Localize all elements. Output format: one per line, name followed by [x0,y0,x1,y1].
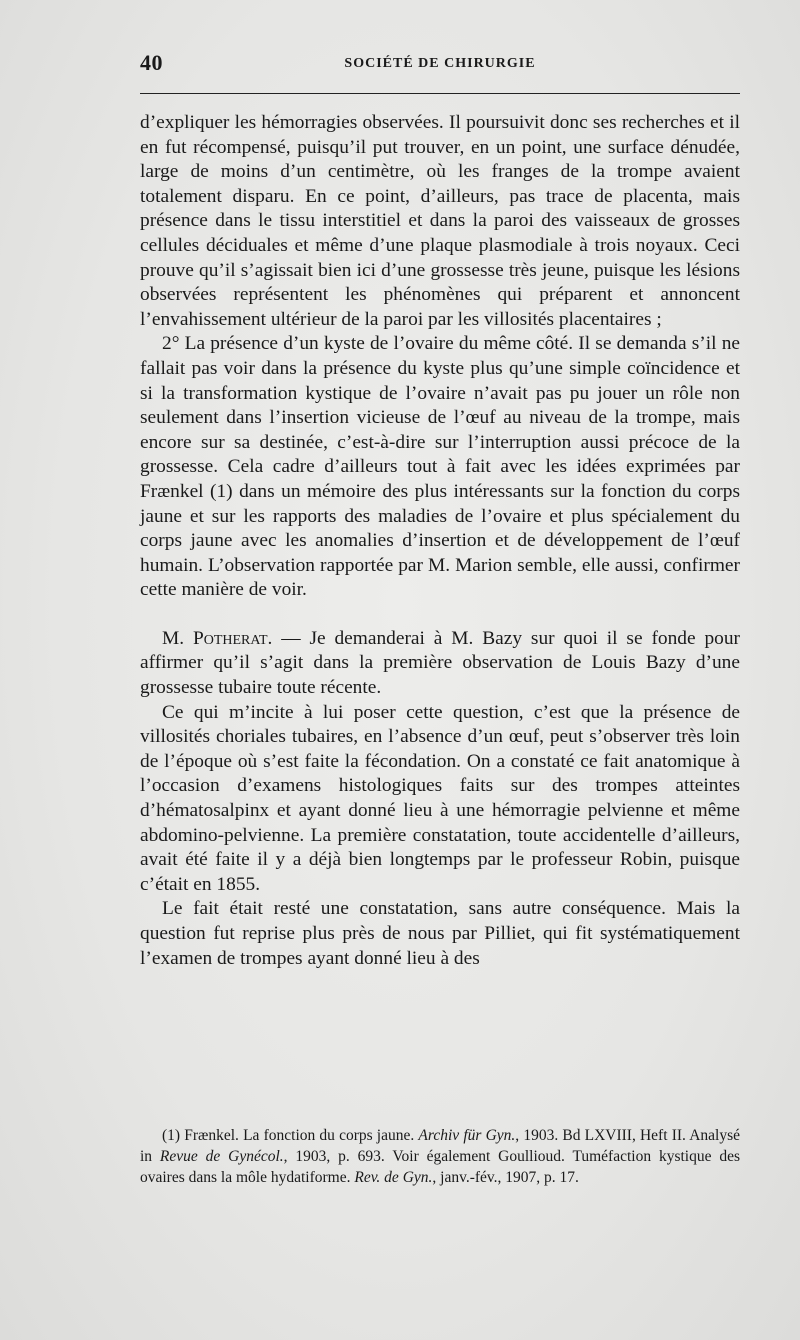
paragraph-5: Le fait était resté une constatation, sans autre conséquence. Mais la question fut reprise plus près de nous par Pilliet, qui fit systématiquement l’examen de trompes ayant donné lieu à des [140,898,740,969]
speech-text: — Je demanderai à M. Bazy sur quoi il se fonde pour affirmer qu’il s’agit dans la première observation de Louis Bazy d’une grossesse tubaire toute récente. [140,627,741,699]
speaker-name: M. Potherat. [162,627,273,649]
paragraph-4: Ce qui m’incite à lui poser cette question, c’est que la présence de villosités choriales tubaires, en l’absence d’un œuf, peut s’observer très loin de l’époque où s’est faite la fécondation. On a constaté ce fait anatomique à l’occasion d’examens histologiques faits sur des trompes atteintes d’hématosalpinx et ayant donné lieu à une hémorragie pelvienne et même abdomino-pelvienne. La première constatation, toute accidentelle d’ailleurs, avait été faite il y a déjà bien longtemps par le professeur Robin, puisque c’était en 1855. [140,701,740,895]
footnote-text: , 1903. Bd LXVIII, Heft II. Analysé in [140,1127,740,1165]
page-header [140,50,740,86]
footnote-text: , janv.-fév., 1907, p. 17. [432,1169,579,1186]
paragraph-1: d’expliquer les hémorragies observées. Il poursuivit donc ses recherches et il en fut récompensé, puisqu’il put trouver, en un point, une surface dénudée, large de moins d’un centimètre, où les franges de la trompe avaient totalement disparu. En ce point, d’ailleurs, pas trace de placenta, mais présence dans le tissu interstitiel et dans la paroi des vaisseaux de grosses cellules déciduales et même d’une plaque plasmodiale à trois noyaux. Ceci prouve qu’il s’agissait bien ici d’une grossesse très jeune, puisque les lésions observées représentent les phénomènes qui préparent et annoncent l’envahissement ultérieur de la paroi par les villosités placentaires ; [140,112,740,330]
header-rule [140,93,740,94]
footnote-journal: Rev. de Gyn. [354,1169,433,1186]
footnote-1 [140,1125,740,1188]
paragraph-2: 2° La présence d’un kyste de l’ovaire du même côté. Il se demanda s’il ne fallait pas voir dans la présence du kyste plus qu’une simple coïncidence et si la transformation kystique de l’ovaire n’avait pas pu jouer un rôle non seulement dans l’insertion vicieuse de l’œuf au niveau de la trompe, mais encore sur sa destinée, c’est-à-dire sur l’interruption aussi précoce de la grossesse. Cela cadre d’ailleurs tout à fait avec les idées exprimées par Frænkel (1) dans un mémoire des plus intéressants sur la fonction du corps jaune et sur les rapports des maladies de l’ovaire et plus spécialement du corps jaune avec les anomalies d’insertion et de développement de l’œuf humain. L’observation rapportée par M. Marion semble, elle aussi, confirmer cette manière de voir. [140,333,740,601]
footnote-text: (1) Frænkel. La fonction du corps jaune. [162,1127,419,1144]
running-title: SOCIÉTÉ DE CHIRURGIE [344,56,536,71]
paragraph-potherat [140,627,740,701]
footnote-journal: Archiv für Gyn. [418,1127,516,1144]
footnote-text: , 1903, p. 693. Voir également Goullioud. Tuméfaction kystique des ovaires dans la môle hydatiforme. [140,1148,740,1186]
footnote [140,1125,740,1188]
page-number: 40 [140,50,163,75]
footnote-journal: Revue de Gynécol. [159,1148,284,1165]
main-text [140,111,740,971]
